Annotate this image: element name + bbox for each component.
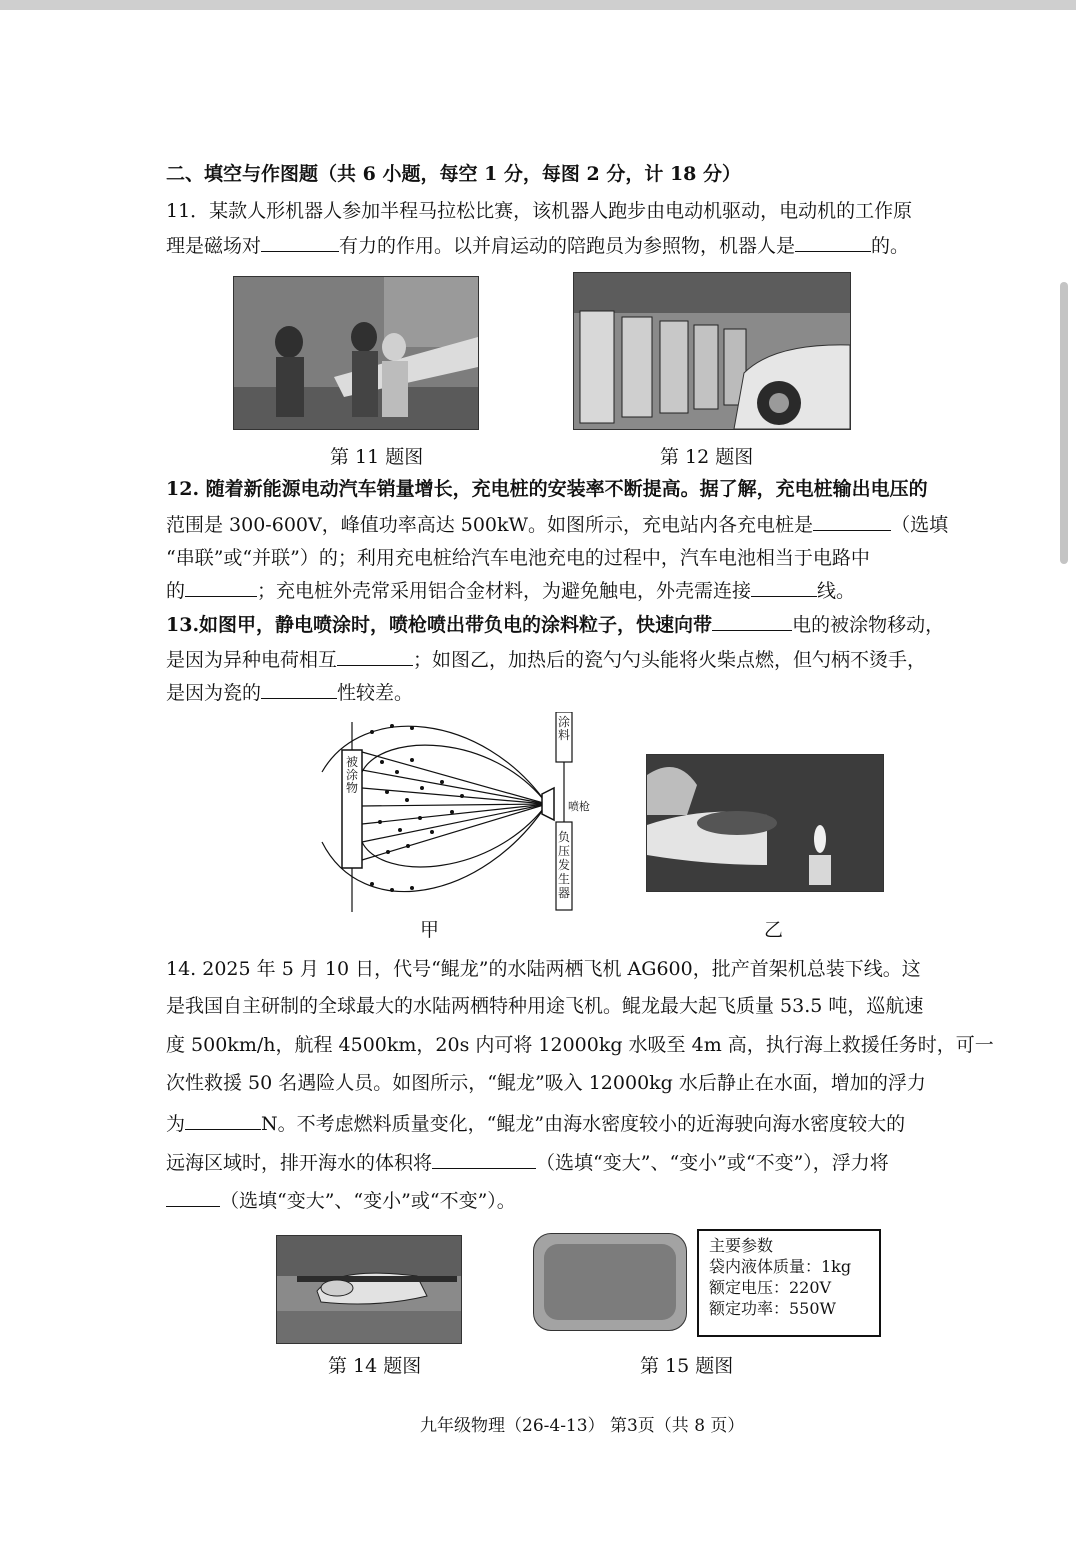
q11-line2 <box>166 233 909 258</box>
fig15-caption: 第 15 题图 <box>640 1355 734 1377</box>
q13-text-3b: 性较差。 <box>337 682 414 704</box>
fig11-caption: 第 11 题图 <box>330 446 424 468</box>
q14-blank-2[interactable] <box>432 1150 536 1169</box>
q14-text-6a: 远海区域时，排开海水的体积将 <box>166 1152 433 1174</box>
scrollbar-thumb[interactable] <box>1060 282 1068 564</box>
fig14-seaplane-photo <box>276 1235 462 1344</box>
q11-text-c: 的。 <box>871 235 910 257</box>
fig12-caption: 第 12 题图 <box>660 446 754 468</box>
q14-line4: 次性救援 50 名遇险人员。如图所示，“鲲龙”吸入 12000kg 水后静止在水面，增加的浮力 <box>166 1072 926 1094</box>
q14-line1: 14. 2025 年 5 月 10 日，代号“鲲龙”的水陆两栖飞机 AG600，批产首架机总装下线。这 <box>166 958 921 980</box>
q13-blank-2[interactable] <box>337 647 413 666</box>
q11-text-b: 有力的作用。以并肩运动的陪跑员为参照物，机器人是 <box>339 235 796 257</box>
label-negative-generator: 负压发生器 <box>557 830 570 900</box>
q14-text-7: （选填“变大”、“变小”或“不变”）。 <box>220 1190 516 1212</box>
q11-blank-1[interactable] <box>261 233 339 252</box>
q14-line5 <box>166 1111 905 1136</box>
q11-text-a: 理是磁场对 <box>166 235 262 257</box>
label-spray-gun: 喷枪 <box>568 800 590 813</box>
q14-line7 <box>166 1188 516 1213</box>
q14-line2: 是我国自主研制的全球最大的水陆两栖特种用途飞机。鲲龙最大起飞质量 53.5 吨，巡航速 <box>166 995 924 1017</box>
q12-text-1: 12. 随着新能源电动汽车销量增长，充电桩的安装率不断提高。据了解，充电桩输出电压的 <box>166 478 928 500</box>
q13-line2 <box>166 647 926 672</box>
page-footer: 九年级物理（26-4-13） 第3页（共 8 页） <box>420 1416 745 1436</box>
caption-yi: 乙 <box>764 919 784 941</box>
q13-line1 <box>166 612 944 637</box>
q12-line4 <box>166 578 855 603</box>
q14-text-5b: N。不考虑燃料质量变化，“鲲龙”由海水密度较小的近海驶向海水密度较大的 <box>261 1113 906 1135</box>
q12-blank-2[interactable] <box>185 578 257 597</box>
q12-text-4a: 的 <box>166 580 186 602</box>
fig12-charging-station-photo <box>573 272 851 430</box>
q13-line3 <box>166 680 413 705</box>
params-rated-voltage: 额定电压：220V <box>709 1278 832 1297</box>
q13-text-2b: ；如图乙，加热后的瓷勺勺头能将火柴点燃，但勺柄不烫手， <box>413 649 927 671</box>
top-bar <box>0 0 1076 10</box>
q12-text-2b: （选填 <box>891 514 949 536</box>
q11-line1: 11．某款人形机器人参加半程马拉松比赛，该机器人跑步由电动机驱动，电动机的工作原 <box>166 200 913 222</box>
params-liquid-mass: 袋内液体质量：1kg <box>709 1257 852 1276</box>
q12-line1 <box>166 477 928 501</box>
q12-text-4b: ；充电桩外壳常采用铝合金材料，为避免触电，外壳需连接 <box>257 580 752 602</box>
q12-blank-1[interactable] <box>813 512 891 531</box>
q12-text-2a: 范围是 300-600V，峰值功率高达 500kW。如图所示，充电站内各充电桩是 <box>166 514 814 536</box>
section-heading: 二、填空与作图题（共 6 小题，每空 1 分，每图 2 分，计 18 分） <box>166 163 742 185</box>
q13-blank-1[interactable] <box>712 612 792 631</box>
q14-text-5a: 为 <box>166 1113 186 1135</box>
spray-diagram-jia <box>302 712 602 912</box>
q14-line6 <box>166 1150 889 1175</box>
q14-blank-3[interactable] <box>166 1188 220 1207</box>
q13-text-1b: 电的被涂物移动， <box>792 614 945 636</box>
caption-jia: 甲 <box>420 919 440 941</box>
q12-text-4c: 线。 <box>817 580 856 602</box>
q11-blank-2[interactable] <box>795 233 871 252</box>
params-rated-power: 额定功率：550W <box>709 1299 836 1318</box>
q12-line2 <box>166 512 948 537</box>
q13-text-3a: 是因为瓷的 <box>166 682 262 704</box>
params-title: 主要参数 <box>709 1236 774 1255</box>
q14-blank-1[interactable] <box>185 1111 261 1130</box>
fig11-robot-marathon-photo <box>233 276 479 430</box>
q13-blank-3[interactable] <box>261 680 337 699</box>
q13-text-2a: 是因为异种电荷相互 <box>166 649 338 671</box>
fig15-heating-pad-photo <box>533 1233 687 1331</box>
q12-blank-3[interactable] <box>751 578 817 597</box>
q13-text-1a: 13.如图甲，静电喷涂时，喷枪喷出带负电的涂料粒子，快速向带 <box>166 614 713 636</box>
fig15-parameters-box <box>697 1229 881 1337</box>
label-paint: 涂料 <box>557 715 570 742</box>
label-coated-object: 被涂物 <box>345 755 358 795</box>
q12-line3: “串联”或“并联”）的；利用充电桩给汽车电池充电的过程中，汽车电池相当于电路中 <box>166 547 870 569</box>
q14-text-6b: （选填“变大”、“变小”或“不变”），浮力将 <box>536 1152 889 1174</box>
porcelain-spoon-photo-yi <box>646 754 884 892</box>
q14-line3: 度 500km/h，航程 4500km，20s 内可将 12000kg 水吸至 4m 高，执行海上救援任务时，可一 <box>166 1034 994 1056</box>
fig14-caption: 第 14 题图 <box>328 1355 422 1377</box>
